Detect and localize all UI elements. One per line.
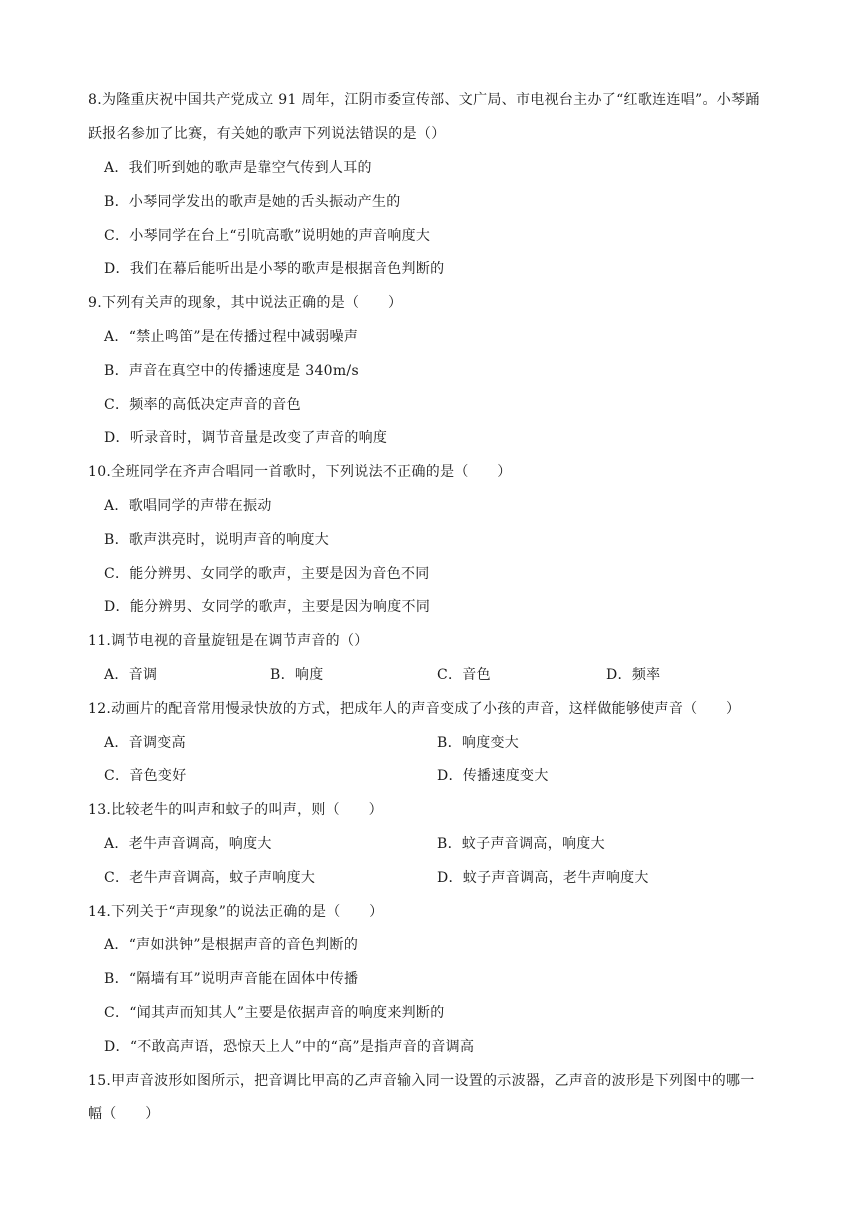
question-12-stem: 12.动画片的配音常用慢录快放的方式，把成年人的声音变成了小孩的声音，这样做能够使声音（ ） bbox=[88, 701, 741, 717]
question-11-stem: 11.调节电视的音量旋钮是在调节声音的（） bbox=[88, 633, 369, 649]
question-14-option-d: D．“不敢高声语，恐惊天上人”中的“高”是指声音的音调高 bbox=[104, 1039, 475, 1055]
question-8-stem-line-1: 8.为隆重庆祝中国共产党成立 91 周年，江阴市委宣传部、文广局、市电视台主办了“红歌连连唱”。小琴踊 bbox=[88, 92, 760, 108]
question-14-stem: 14.下列关于“声现象”的说法正确的是（ ） bbox=[88, 904, 384, 920]
question-9-option-c: C．频率的高低决定声音的音色 bbox=[104, 397, 301, 413]
question-13-option-d: D．蚊子声音调高，老牛声响度大 bbox=[437, 870, 649, 886]
question-11-option-c: C．音色 bbox=[437, 667, 491, 683]
question-13-stem: 13.比较老牛的叫声和蚊子的叫声，则（ ） bbox=[88, 802, 383, 818]
question-10-option-c: C．能分辨男、女同学的歌声，主要是因为音色不同 bbox=[104, 566, 430, 582]
question-14-option-b: B．“隔墙有耳”说明声音能在固体中传播 bbox=[104, 971, 359, 987]
question-10-stem: 10.全班同学在齐声合唱同一首歌时，下列说法不正确的是（ ） bbox=[88, 464, 512, 480]
question-10-option-a: A．歌唱同学的声带在振动 bbox=[104, 498, 272, 514]
question-9-stem: 9.下列有关声的现象，其中说法正确的是（ ） bbox=[88, 295, 403, 311]
question-9-option-a: A．“禁止鸣笛”是在传播过程中减弱噪声 bbox=[104, 329, 359, 345]
question-8-option-a: A．我们听到她的歌声是靠空气传到人耳的 bbox=[104, 160, 372, 176]
question-11-option-b: B．响度 bbox=[270, 667, 324, 683]
question-13-option-b: B．蚊子声音调高，响度大 bbox=[437, 836, 605, 852]
question-12-option-a: A．音调变高 bbox=[104, 735, 186, 751]
question-14-option-c: C．“闻其声而知其人”主要是依据声音的响度来判断的 bbox=[104, 1005, 445, 1021]
question-14-option-a: A．“声如洪钟”是根据声音的音色判断的 bbox=[104, 937, 359, 953]
question-9-option-d: D．听录音时，调节音量是改变了声音的响度 bbox=[104, 430, 388, 446]
question-8-stem-line-2: 跃报名参加了比赛，有关她的歌声下列说法错误的是（） bbox=[88, 126, 446, 142]
question-15-stem-line-2: 幅（ ） bbox=[88, 1106, 160, 1122]
question-11-option-a: A．音调 bbox=[104, 667, 158, 683]
question-12-option-c: C．音色变好 bbox=[104, 768, 187, 784]
question-12-option-d: D．传播速度变大 bbox=[437, 768, 549, 784]
question-9-option-b: B．声音在真空中的传播速度是 340m/s bbox=[104, 363, 359, 379]
question-8-option-d: D．我们在幕后能听出是小琴的歌声是根据音色判断的 bbox=[104, 261, 445, 277]
question-10-option-d: D．能分辨男、女同学的歌声，主要是因为响度不同 bbox=[104, 599, 431, 615]
question-8-option-c: C．小琴同学在台上“引吭高歌”说明她的声音响度大 bbox=[104, 228, 431, 244]
question-12-option-b: B．响度变大 bbox=[437, 735, 520, 751]
question-8-option-b: B．小琴同学发出的歌声是她的舌头振动产生的 bbox=[104, 194, 401, 210]
question-15-stem-line-1: 15.甲声音波形如图所示，把音调比甲高的乙声音输入同一设置的示波器，乙声音的波形是下列图中的哪一 bbox=[88, 1073, 755, 1089]
question-13-option-a: A．老牛声音调高，响度大 bbox=[104, 836, 272, 852]
question-10-option-b: B．歌声洪亮时，说明声音的响度大 bbox=[104, 532, 330, 548]
question-11-option-d: D．频率 bbox=[606, 667, 661, 683]
question-13-option-c: C．老牛声音调高，蚊子声响度大 bbox=[104, 870, 316, 886]
